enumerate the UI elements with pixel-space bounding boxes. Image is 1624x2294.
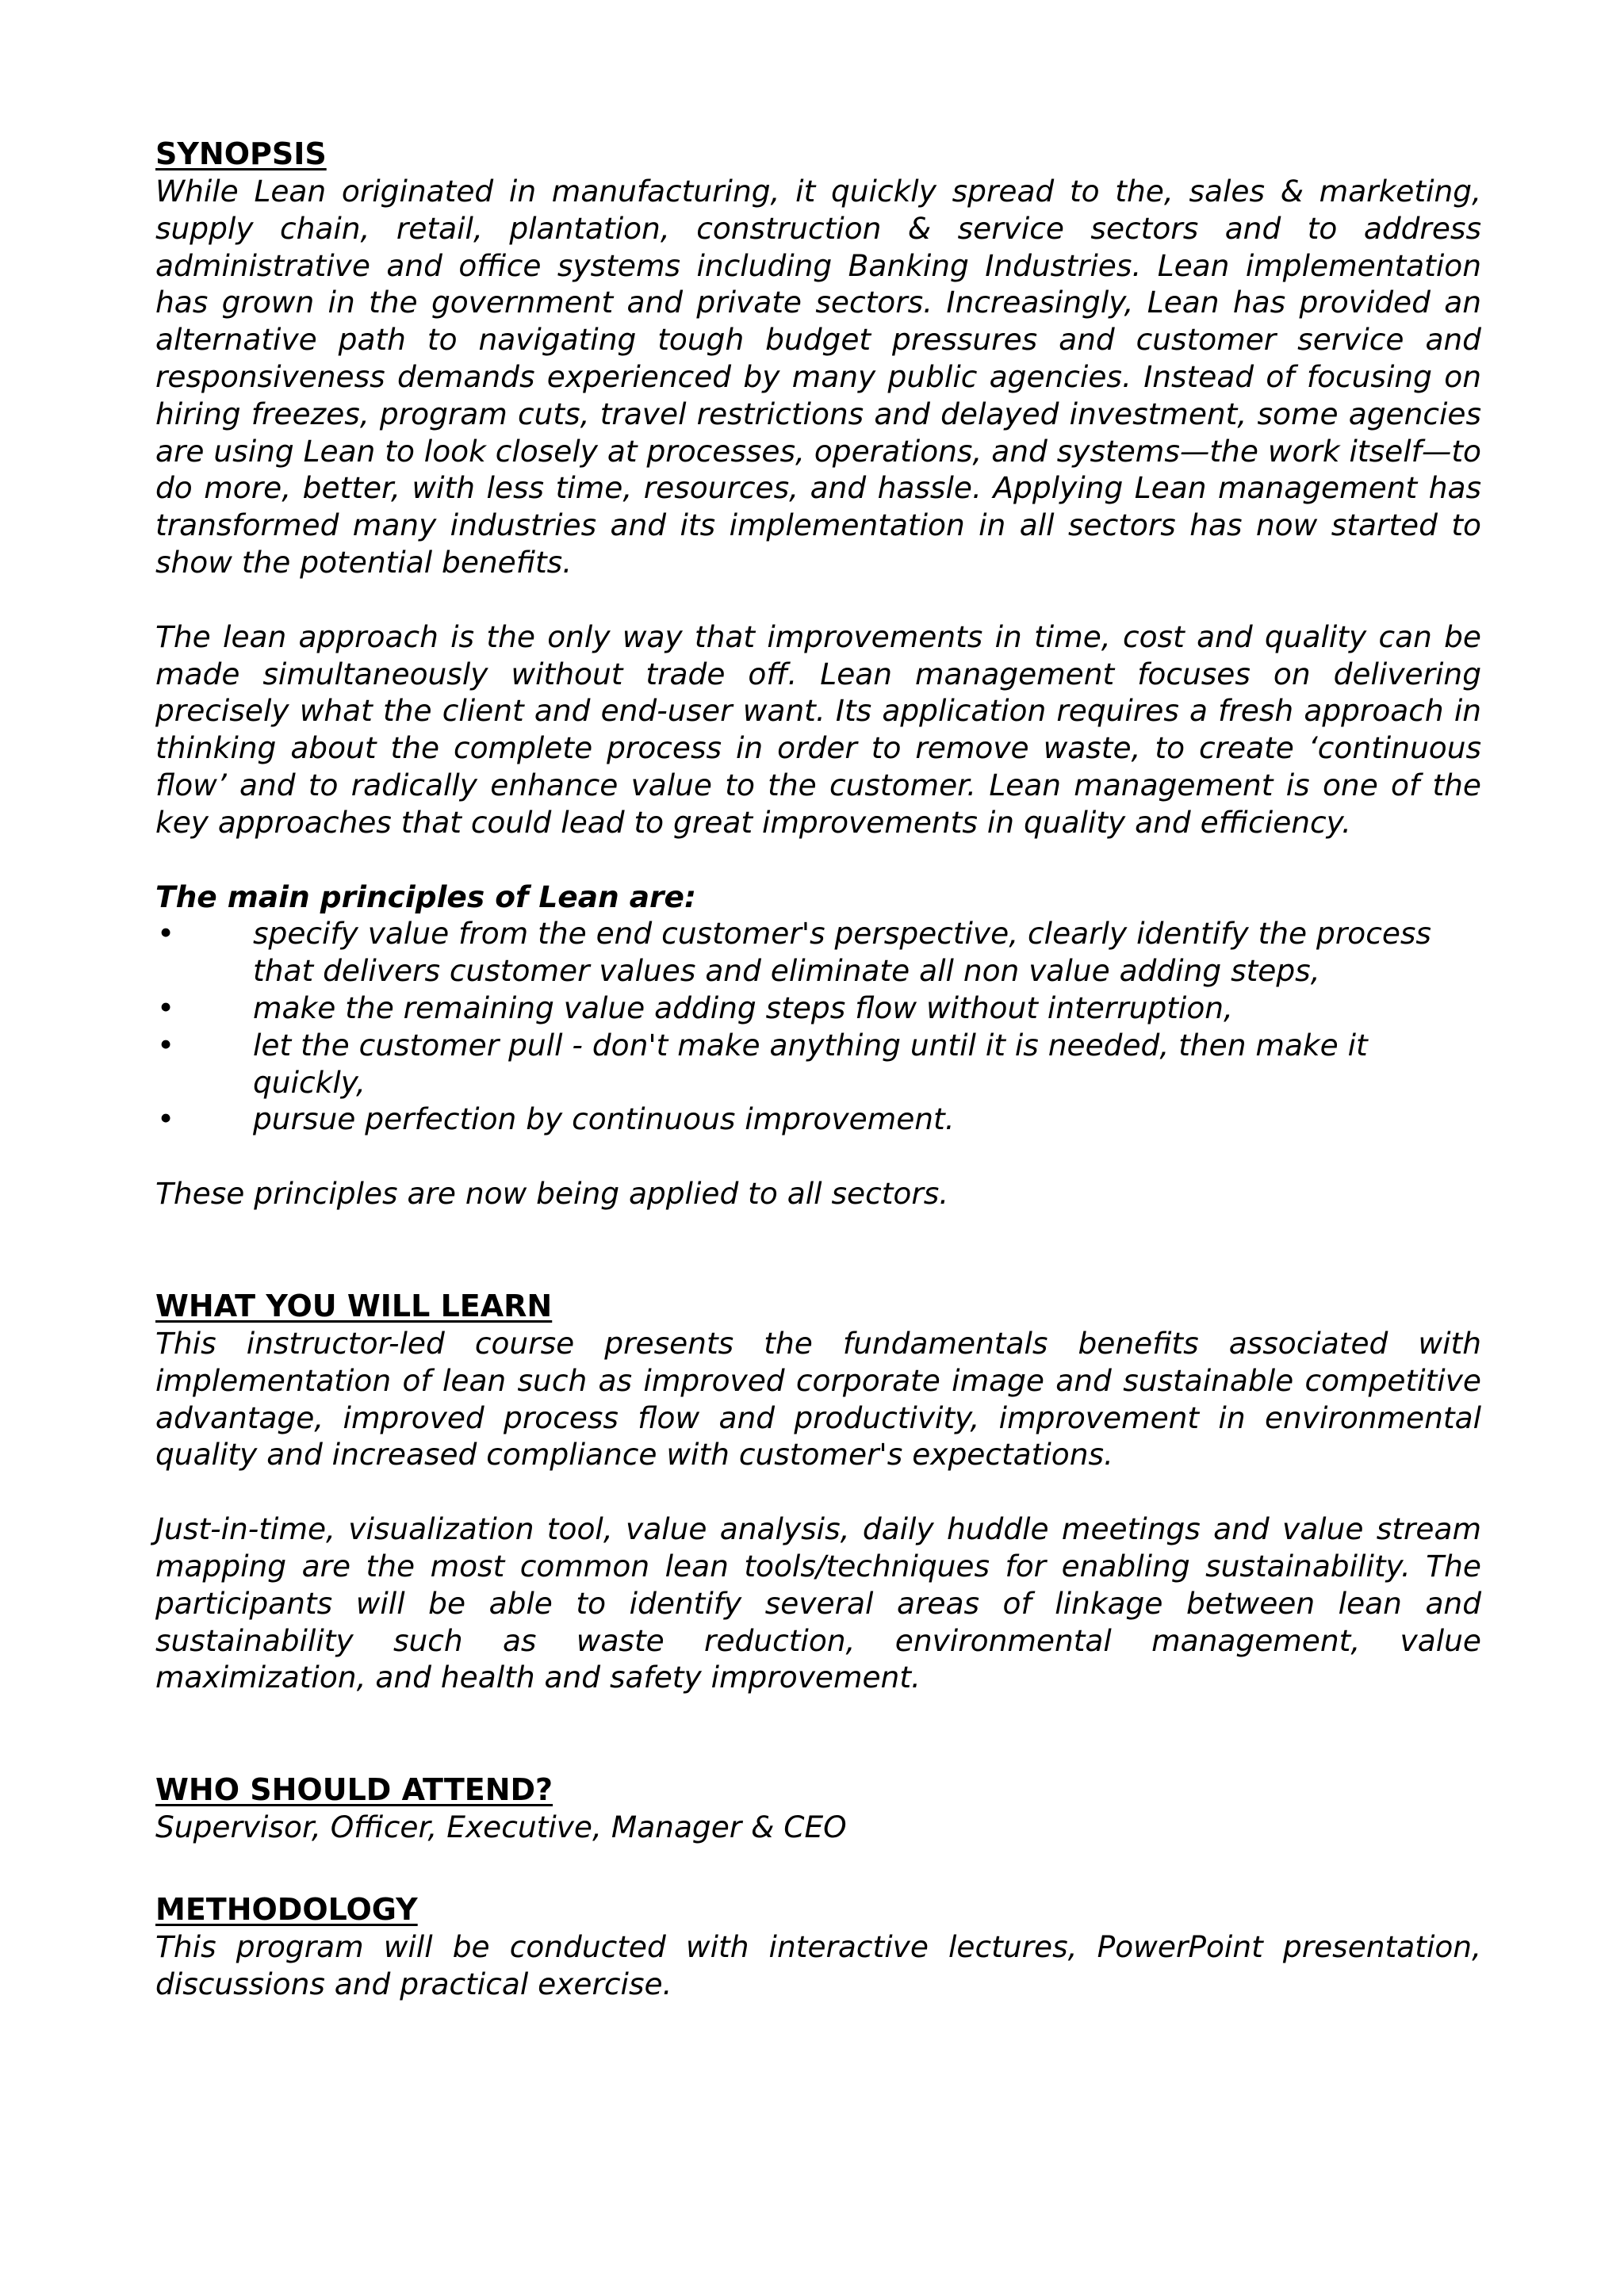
bullet-icon: • bbox=[157, 990, 175, 1025]
methodology-text: This program will be conducted with interactive lectures, PowerPoint presentation, discussions and practical exercise. bbox=[155, 1928, 1481, 2001]
attend-heading: WHO SHOULD ATTEND? bbox=[155, 1772, 553, 1808]
spacer bbox=[155, 1696, 1481, 1771]
spacer bbox=[155, 841, 1481, 879]
document-page bbox=[155, 135, 1481, 2002]
principle-item bbox=[155, 990, 1481, 1027]
learn-paragraph-1: This instructor-led course presents the fundamentals benefits associated with implementation of lean such as improved corporate image and sustainable competitive advantage, improved process flow and productivity, improvement in environmental quality and increased compliance with customer's expectations. bbox=[155, 1325, 1481, 1473]
principle-text: specify value from the end customer's perspective, clearly identify the process that delivers customer values and eliminate all non value adding steps, bbox=[253, 916, 1431, 989]
bullet-icon: • bbox=[157, 1027, 175, 1063]
principle-text: pursue perfection by continuous improvement. bbox=[253, 1101, 955, 1137]
principle-text: let the customer pull - don't make anything until it is needed, then make it quickly, bbox=[253, 1027, 1368, 1100]
principle-text: make the remaining value adding steps flow without interruption, bbox=[253, 990, 1233, 1025]
learn-paragraph-2: Just-in-time, visualization tool, value analysis, daily huddle meetings and value stream mapping are the most common lean tools/techniques for enabling sustainability. The participants will be able to identify several areas of linkage between lean and sustainability such as waste reduction, environmental management, value maximization, and health and safety improvement. bbox=[155, 1511, 1481, 1695]
bullet-icon: • bbox=[157, 916, 175, 952]
principles-closing: These principles are now being applied to all sectors. bbox=[155, 1176, 949, 1212]
principle-item bbox=[155, 915, 1481, 990]
synopsis-paragraph-1: While Lean originated in manufacturing, it quickly spread to the, sales & marketing, supply chain, retail, plantation, construction & service sectors and to address administrative and office systems including Banking Industries. Lean implementation has grown in the government and private sectors. Increasingly, Lean has provided an alternative path to navigating tough budget pressures and customer service and responsiveness demands experienced by many public agencies. Instead of focusing on hiring freezes, program cuts, travel restrictions and delayed investment, some agencies are using Lean to look closely at processes, operations, and systems—the work itself—to do more, better, with less time, resources, and hassle. Applying Lean management has transformed many industries and its implementation in all sectors has now started to show the potential benefits. bbox=[155, 174, 1481, 580]
principle-item bbox=[155, 1027, 1481, 1101]
principles-heading: The main principles of Lean are: bbox=[155, 879, 696, 914]
spacer bbox=[155, 581, 1481, 618]
principle-item bbox=[155, 1101, 1481, 1138]
attend-text: Supervisor, Officer, Executive, Manager & CEO bbox=[155, 1810, 847, 1845]
learn-heading: WHAT YOU WILL LEARN bbox=[155, 1288, 553, 1323]
methodology-heading: METHODOLOGY bbox=[155, 1891, 418, 1927]
spacer bbox=[155, 1473, 1481, 1511]
spacer bbox=[155, 1846, 1481, 1890]
synopsis-heading: SYNOPSIS bbox=[155, 136, 327, 171]
synopsis-paragraph-2: The lean approach is the only way that improvements in time, cost and quality can be made simultaneously without trade off. Lean management focuses on delivering precisely what the client and end-user want. Its application requires a fresh approach in thinking about the complete process in order to remove waste, to create ‘continuous flow’ and to radically enhance value to the customer. Lean management is one of the key approaches that could lead to great improvements in quality and efficiency. bbox=[155, 618, 1481, 840]
spacer bbox=[155, 1138, 1481, 1175]
spacer bbox=[155, 1212, 1481, 1287]
principles-list bbox=[155, 915, 1481, 1138]
bullet-icon: • bbox=[157, 1101, 175, 1137]
